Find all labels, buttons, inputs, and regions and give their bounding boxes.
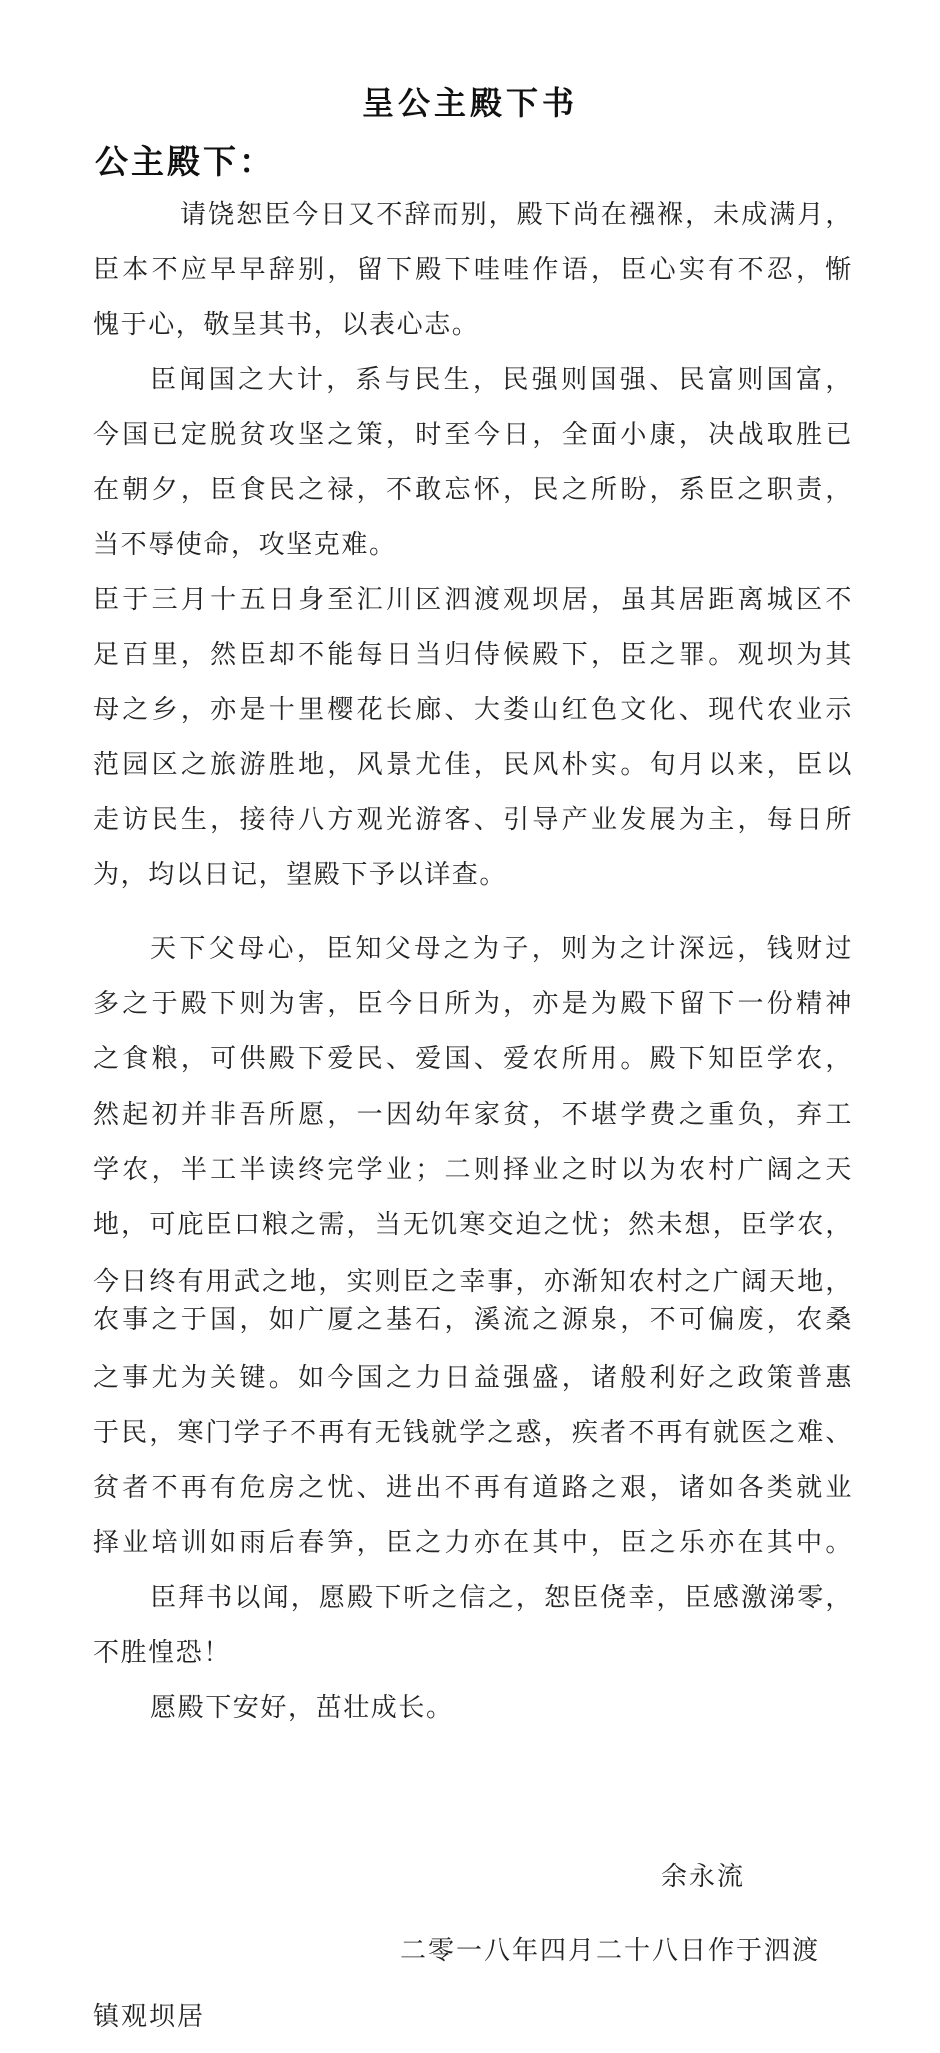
letter-title: 呈公主殿下书	[361, 84, 578, 122]
paragraph-2-line-3: 在朝夕，臣食民之禄，不敢忘怀，民之所盼，系臣之职责，	[93, 475, 853, 505]
paragraph-3-line-4: 范园区之旅游胜地，风景尤佳，民风朴实。旬月以来，臣以	[93, 750, 853, 780]
paragraph-4-line-10: 于民，寒门学子不再有无钱就学之惑，疾者不再有就医之难、	[93, 1418, 853, 1448]
paragraph-1-line-1: 请饶恕臣今日又不辞而别，殿下尚在襁褓，未成满月，	[180, 200, 853, 230]
paragraph-2-line-1: 臣闻国之大计，系与民生，民强则国强、民富则国富，	[150, 365, 853, 395]
signature-name: 余永流	[661, 1862, 746, 1892]
paragraph-4-line-3: 之食粮，可供殿下爱民、爱国、爱农所用。殿下知臣学农，	[93, 1044, 853, 1074]
paragraph-4-line-11: 贫者不再有危房之忧、进出不再有道路之艰，诸如各类就业	[93, 1473, 853, 1503]
paragraph-3-line-1: 臣于三月十五日身至汇川区泗渡观坝居，虽其居距离城区不	[93, 585, 853, 615]
paragraph-3-line-2: 足百里，然臣却不能每日当归侍候殿下，臣之罪。观坝为其	[93, 640, 853, 670]
paragraph-4-line-1: 天下父母心，臣知父母之为子，则为之计深远，钱财过	[150, 934, 853, 964]
paragraph-6-line-1: 愿殿下安好，茁壮成长。	[150, 1693, 454, 1723]
paragraph-4-line-7: 今日终有用武之地，实则臣之幸事，亦渐知农村之广阔天地，	[93, 1267, 853, 1297]
salutation: 公主殿下：	[95, 142, 275, 181]
paragraph-4-line-12: 择业培训如雨后春笋，臣之力亦在其中，臣之乐亦在其中。	[93, 1528, 853, 1558]
paragraph-5-line-1: 臣拜书以闻，愿殿下听之信之，恕臣侥幸，臣感激涕零，	[150, 1583, 853, 1613]
signature-date: 二零一八年四月二十八日作于泗渡	[400, 1936, 821, 1966]
paragraph-3-line-3: 母之乡，亦是十里樱花长廊、大娄山红色文化、现代农业示	[93, 695, 853, 725]
paragraph-2-line-4: 当不辱使命，攻坚克难。	[93, 530, 397, 560]
paragraph-3-line-5: 走访民生，接待八方观光游客、引导产业发展为主，每日所	[93, 805, 853, 835]
signature-place: 镇观坝居	[93, 2002, 206, 2032]
paragraph-1-line-3: 愧于心，敬呈其书，以表心志。	[93, 310, 480, 340]
paragraph-4-line-8: 农事之于国，如广厦之基石，溪流之源泉，不可偏废，农桑	[93, 1305, 853, 1335]
paragraph-4-line-6: 地，可庇臣口粮之需，当无饥寒交迫之忧；然未想，臣学农，	[93, 1210, 853, 1240]
paragraph-1-line-2: 臣本不应早早辞别，留下殿下哇哇作语，臣心实有不忍，惭	[93, 255, 853, 285]
paragraph-4-line-2: 多之于殿下则为害，臣今日所为，亦是为殿下留下一份精神	[93, 989, 853, 1019]
paragraph-4-line-9: 之事尤为关键。如今国之力日益强盛，诸般利好之政策普惠	[93, 1363, 853, 1393]
paragraph-4-line-4: 然起初并非吾所愿，一因幼年家贫，不堪学费之重负，弃工	[93, 1100, 853, 1130]
paragraph-2-line-2: 今国已定脱贫攻坚之策，时至今日，全面小康，决战取胜已	[93, 420, 853, 450]
paragraph-4-line-5: 学农，半工半读终完学业；二则择业之时以为农村广阔之天	[93, 1155, 853, 1185]
paragraph-3-line-6: 为，均以日记，望殿下予以详查。	[93, 860, 508, 890]
paragraph-5-line-2: 不胜惶恐！	[93, 1638, 232, 1668]
